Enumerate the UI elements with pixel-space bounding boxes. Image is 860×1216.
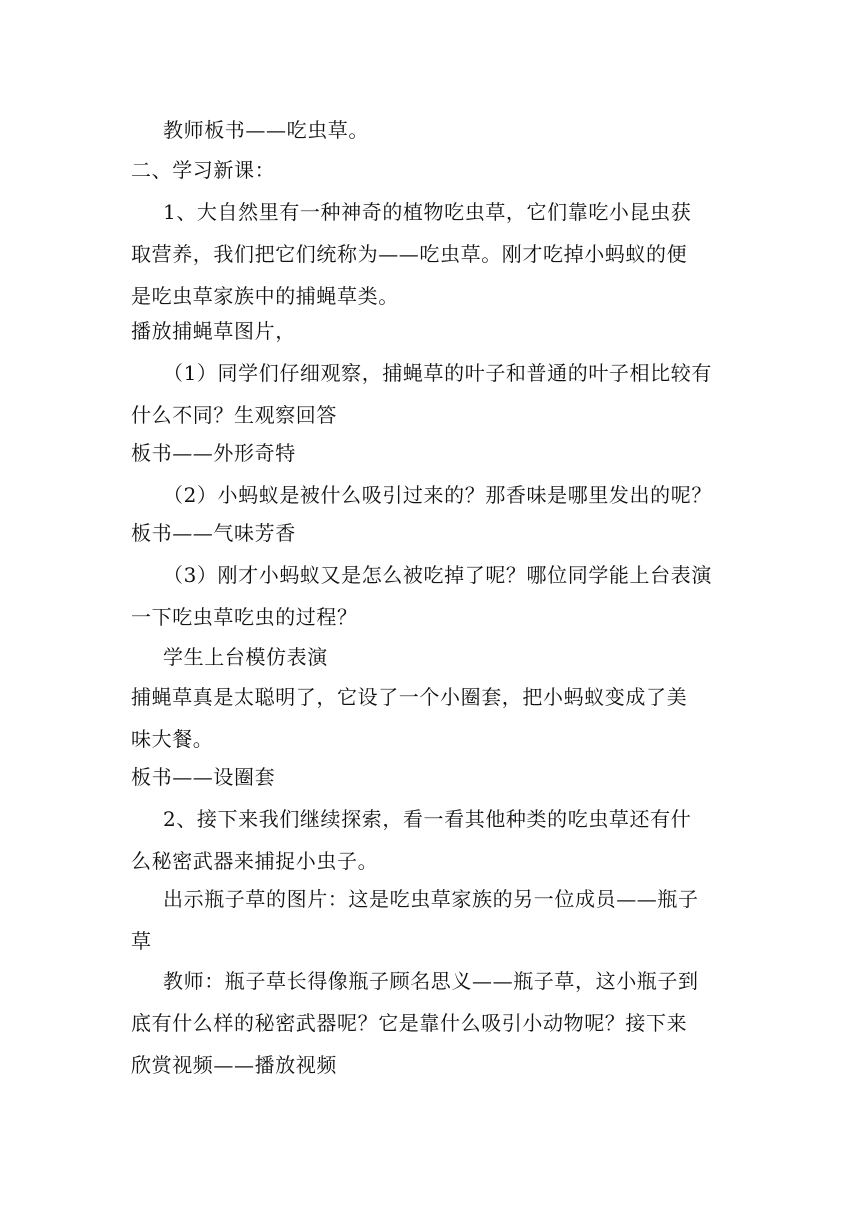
paragraph-line: 草 [131,929,152,953]
board-note: 板书——气味芳香 [131,521,296,545]
paragraph-line: 播放捕蝇草图片， [131,319,296,343]
paragraph-line: 教师：瓶子草长得像瓶子顾名思义——瓶子草，这小瓶子到 [163,969,699,993]
paragraph-line: 取营养，我们把它们统称为——吃虫草。刚才吃掉小蚂蚁的便 [131,242,688,266]
paragraph-line: 么秘密武器来捕捉小虫子。 [131,849,379,873]
paragraph-line: （3）刚才小蚂蚁又是怎么被吃掉了呢？哪位同学能上台表演 [163,563,712,587]
paragraph-line: 味大餐。 [131,727,214,751]
paragraph-line: 欣赏视频——播放视频 [131,1053,337,1077]
paragraph-line: 一下吃虫草吃虫的过程？ [131,605,358,629]
paragraph-line: 是吃虫草家族中的捕蝇草类。 [131,284,399,308]
board-note: 板书——外形奇特 [131,441,296,465]
paragraph-line: 出示瓶子草的图片：这是吃虫草家族的另一位成员——瓶子 [163,887,699,911]
paragraph-line: 2、接下来我们继续探索，看一看其他种类的吃虫草还有什 [163,807,692,831]
paragraph-line: 什么不同？生观察回答 [131,403,337,427]
section-heading: 二、学习新课： [131,158,276,182]
paragraph-line: 学生上台模仿表演 [163,645,328,669]
paragraph-line: （2）小蚂蚁是被什么吸引过来的？那香味是哪里发出的呢？ [163,483,712,507]
teacher-board-note: 教师板书——吃虫草。 [163,118,369,142]
paragraph-line: 捕蝇草真是太聪明了，它设了一个小圈套，把小蚂蚁变成了美 [131,685,688,709]
paragraph-line: 底有什么样的秘密武器呢？它是靠什么吸引小动物呢？接下来 [131,1011,688,1035]
paragraph-line: （1）同学们仔细观察，捕蝇草的叶子和普通的叶子相比较有 [163,361,712,385]
board-note: 板书——设圈套 [131,765,276,789]
paragraph-line: 1、大自然里有一种神奇的植物吃虫草，它们靠吃小昆虫获 [163,200,692,224]
